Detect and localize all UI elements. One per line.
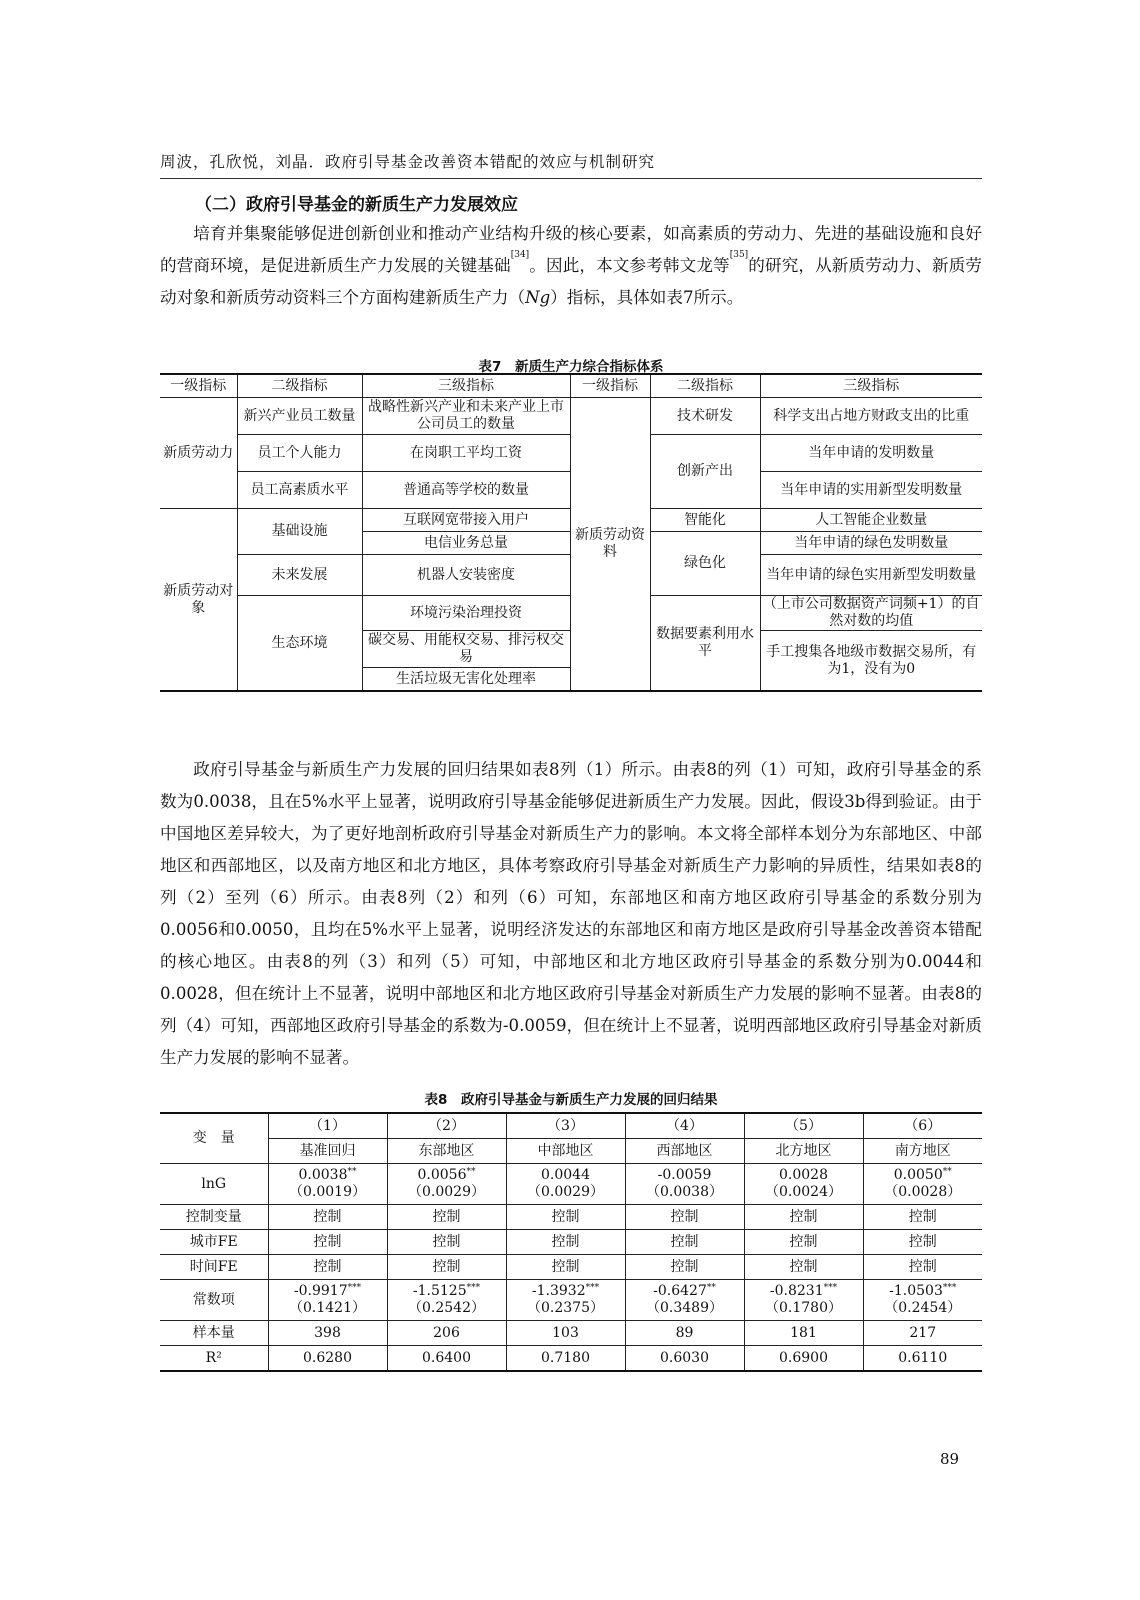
- table-cell: 新兴产业员工数量: [237, 398, 362, 435]
- column-header: 一级指标: [570, 374, 650, 398]
- table-row: [160, 1164, 982, 1205]
- citation: [34]: [510, 250, 530, 260]
- table-row: [160, 1205, 982, 1230]
- row-label: 样本量: [160, 1321, 268, 1346]
- column-header: 变 量: [160, 1113, 268, 1164]
- table-cell: 89: [625, 1321, 744, 1346]
- table-cell: 控制: [863, 1230, 982, 1255]
- table-cell: 0.0044 （0.0029）: [506, 1164, 625, 1205]
- column-header: 西部地区: [625, 1139, 744, 1164]
- table-cell: 0.0038** （0.0019）: [268, 1164, 387, 1205]
- table-cell: 手工搜集各地级市数据交易所，有为1，没有为0: [760, 631, 982, 692]
- table-cell: 生态环境: [237, 596, 362, 692]
- table-cell: 数据要素利用水平: [650, 596, 760, 692]
- table-cell: 绿色化: [650, 532, 760, 596]
- paragraph-text: ）指标，具体如表7所示。: [550, 288, 744, 307]
- table-cell: 控制: [387, 1230, 506, 1255]
- table-cell: 0.6110: [863, 1346, 982, 1372]
- table-cell: 控制: [625, 1205, 744, 1230]
- table-cell: 0.6280: [268, 1346, 387, 1372]
- table-row: [160, 398, 982, 435]
- table-cell: 0.6030: [625, 1346, 744, 1372]
- table-cell: 控制: [506, 1255, 625, 1280]
- table-caption: 表8 政府引导基金与新质生产力发展的回归结果: [424, 1092, 718, 1108]
- table-cell: 控制: [625, 1230, 744, 1255]
- table-cell: 生活垃圾无害化处理率: [362, 668, 570, 692]
- table-cell: 控制: [506, 1205, 625, 1230]
- table-cell: 控制: [268, 1255, 387, 1280]
- row-label: 常数项: [160, 1280, 268, 1321]
- section-title: （二）政府引导基金的新质生产力发展效应: [195, 195, 518, 215]
- column-header: 北方地区: [744, 1139, 863, 1164]
- column-header: 三级指标: [760, 374, 982, 398]
- column-header: 一级指标: [160, 374, 237, 398]
- table-cell: 基础设施: [237, 509, 362, 555]
- column-header: 东部地区: [387, 1139, 506, 1164]
- table-cell: 0.6400: [387, 1346, 506, 1372]
- table-cell: 电信业务总量: [362, 532, 570, 555]
- table-cell: 0.0028 （0.0024）: [744, 1164, 863, 1205]
- column-header: （2）: [387, 1113, 506, 1139]
- table-cell: 新质劳动对象: [160, 509, 237, 692]
- column-header: 基准回归: [268, 1139, 387, 1164]
- table-cell: -0.6427** （0.3489）: [625, 1280, 744, 1321]
- table-cell: 控制: [268, 1205, 387, 1230]
- column-header: （1）: [268, 1113, 387, 1139]
- running-header: 周波，孔欣悦，刘晶．政府引导基金改善资本错配的效应与机制研究: [160, 150, 982, 179]
- row-label: 城市FE: [160, 1230, 268, 1255]
- table-cell: 当年申请的绿色发明数量: [760, 532, 982, 555]
- table-cell: 0.0056** （0.0029）: [387, 1164, 506, 1205]
- table-cell: 控制: [268, 1230, 387, 1255]
- table-cell: 智能化: [650, 509, 760, 532]
- column-header: 南方地区: [863, 1139, 982, 1164]
- table-cell: 当年申请的发明数量: [760, 435, 982, 472]
- table-cell: 当年申请的实用新型发明数量: [760, 472, 982, 509]
- page-number: 89: [940, 1450, 960, 1468]
- table-cell: 创新产出: [650, 435, 760, 509]
- table-row: [160, 1255, 982, 1280]
- table-cell: 控制: [506, 1230, 625, 1255]
- table-cell: 当年申请的绿色实用新型发明数量: [760, 555, 982, 596]
- table-row: [160, 1280, 982, 1321]
- indicator-table: [160, 373, 982, 692]
- variable: Ng: [525, 288, 551, 307]
- paragraph-text: 政府引导基金与新质生产力发展的回归结果如表8列（1）所示。由表8的列（1）可知，政府引导基金的系数为0.0038，且在5%水平上显著，说明政府引导基金能够促进新质生产力发展。因此，假设3b得到验证。由于中国地区差异较大，为了更好地剖析政府引导基金对新质生产力的影响。本文将全部样本划分为东部地区、中部地区和西部地区，以及南方地区和北方地区，具体考察政府引导基金对新质生产力影响的异质性，结果如表8的列（2）至列（6）所示。由表8列（2）和列（6）可知，东部地区和南方地区政府引导基金的系数分别为0.0056和0.0050，且均在5%水平上显著，说明经济发达的东部地区和南方地区是政府引导基金改善资本错配的核心地区。由表8的列（3）和列（5）可知，中部地区和北方地区政府引导基金的系数分别为0.0044和0.0028，但在统计上不显著，说明中部地区和北方地区政府引导基金对新质生产力发展的影响不显著。由表8的列（4）可知，西部地区政府引导基金的系数为-0.0059，但在统计上不显著，说明西部地区政府引导基金对新质生产力发展的影响不显著。: [160, 760, 982, 1067]
- table-cell: 控制: [744, 1205, 863, 1230]
- column-header: （4）: [625, 1113, 744, 1139]
- table-cell: 人工智能企业数量: [760, 509, 982, 532]
- column-header: 中部地区: [506, 1139, 625, 1164]
- table-header-row: [160, 1139, 982, 1164]
- column-header: 三级指标: [362, 374, 570, 398]
- table-header-row: [160, 1113, 982, 1139]
- column-header: （5）: [744, 1113, 863, 1139]
- row-label: lnG: [160, 1164, 268, 1205]
- paragraph: [160, 218, 982, 314]
- table-cell: 103: [506, 1321, 625, 1346]
- row-label: 控制变量: [160, 1205, 268, 1230]
- table-cell: 控制: [863, 1255, 982, 1280]
- table-cell: 科学支出占地方财政支出的比重: [760, 398, 982, 435]
- table-cell: 未来发展: [237, 555, 362, 596]
- table-cell: 181: [744, 1321, 863, 1346]
- citation: [35]: [729, 250, 749, 260]
- row-label: R²: [160, 1346, 268, 1372]
- table-cell: 战略性新兴产业和未来产业上市公司员工的数量: [362, 398, 570, 435]
- table-cell: （上市公司数据资产词频+1）的自然对数的均值: [760, 596, 982, 631]
- paragraph-text: 。因此，本文参考韩文龙等: [529, 256, 730, 275]
- table-header-row: [160, 374, 982, 398]
- table-row: [160, 1230, 982, 1255]
- table-cell: 控制: [387, 1205, 506, 1230]
- table-cell: 0.7180: [506, 1346, 625, 1372]
- table-cell: 控制: [744, 1255, 863, 1280]
- table-cell: 0.6900: [744, 1346, 863, 1372]
- table-cell: -1.0503*** （0.2454）: [863, 1280, 982, 1321]
- regression-table: [160, 1112, 982, 1372]
- table-cell: 新质劳动资料: [570, 398, 650, 692]
- table-cell: -1.3932*** （0.2375）: [506, 1280, 625, 1321]
- table-cell: 员工个人能力: [237, 435, 362, 472]
- paragraph-text: 培育并集聚能够促进创新创业和推动产业结构升级的核心要素，如高素质的劳动力、先进的基础设施和良好的营商环境，是促进新质生产力发展的关键基础: [160, 224, 982, 275]
- table-cell: -0.8231*** （0.1780）: [744, 1280, 863, 1321]
- table-row: [160, 1346, 982, 1372]
- table-cell: 互联网宽带接入用户: [362, 509, 570, 532]
- table-cell: -0.0059 （0.0038）: [625, 1164, 744, 1205]
- table-cell: 控制: [625, 1255, 744, 1280]
- table-cell: 217: [863, 1321, 982, 1346]
- table-cell: 技术研发: [650, 398, 760, 435]
- column-header: （6）: [863, 1113, 982, 1139]
- table-caption: 表7 新质生产力综合指标体系: [478, 359, 664, 375]
- column-header: 二级指标: [650, 374, 760, 398]
- column-header: （3）: [506, 1113, 625, 1139]
- table-cell: -0.9917*** （0.1421）: [268, 1280, 387, 1321]
- table-cell: 控制: [863, 1205, 982, 1230]
- table-cell: 398: [268, 1321, 387, 1346]
- column-header: 二级指标: [237, 374, 362, 398]
- table-row: [160, 1321, 982, 1346]
- row-label: 时间FE: [160, 1255, 268, 1280]
- table-cell: 新质劳动力: [160, 398, 237, 509]
- table-cell: 碳交易、用能权交易、排污权交易: [362, 631, 570, 668]
- table-cell: 0.0050** （0.0028）: [863, 1164, 982, 1205]
- table-cell: 员工高素质水平: [237, 472, 362, 509]
- table-cell: 206: [387, 1321, 506, 1346]
- table-cell: 在岗职工平均工资: [362, 435, 570, 472]
- table-cell: -1.5125*** （0.2542）: [387, 1280, 506, 1321]
- paragraph-text: 的研究，从新质劳动力、新质劳动对象和新质劳动资料三个方面构建新质生产力（: [160, 256, 983, 307]
- table-cell: 控制: [744, 1230, 863, 1255]
- table-cell: 控制: [387, 1255, 506, 1280]
- table-cell: 机器人安装密度: [362, 555, 570, 596]
- table-cell: 环境污染治理投资: [362, 596, 570, 631]
- table-cell: 普通高等学校的数量: [362, 472, 570, 509]
- paragraph: [160, 754, 982, 1074]
